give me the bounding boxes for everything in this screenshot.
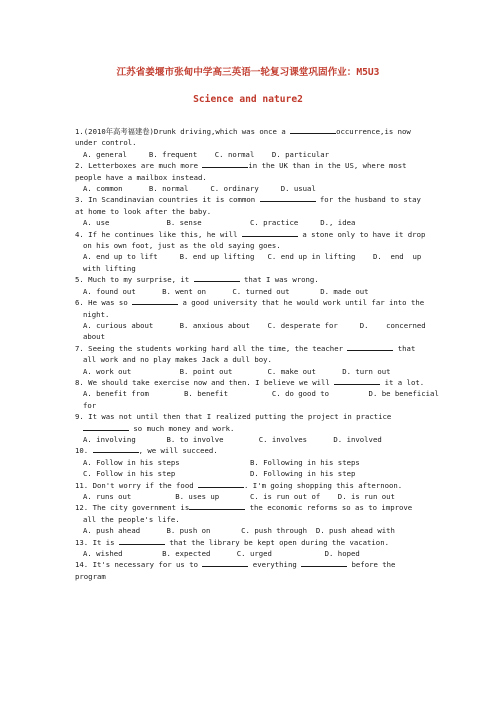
options-12: A. push ahead B. push on C. push through D. push ahead with <box>83 526 395 536</box>
options-2: A. common B. normal C. ordinary D. usual <box>83 184 316 194</box>
answer-blank[interactable] <box>132 297 178 305</box>
page-title: 江苏省姜堰市张甸中学高三英语一轮复习课堂巩固作业：M5U3 <box>116 67 380 78</box>
question-13: 13. It is that the library be kept open during the vacation. <box>75 537 389 547</box>
question-2: 2. Letterboxes are much more in the UK than in the US, where most people have a mailbox instead. <box>75 161 407 182</box>
answer-blank[interactable] <box>93 445 139 453</box>
question-5: 5. Much to my surprise, it that I was wrong. <box>75 275 319 285</box>
options-13: A. wished B. expected C. urged D. hoped <box>83 549 360 559</box>
answer-blank[interactable] <box>260 194 316 202</box>
question-list <box>75 126 439 582</box>
options-9: A. involving B. to involve C. involves D. involved <box>83 434 382 444</box>
question-12: 12. The city government is the economic reforms so as to improve all the people's life. <box>75 503 413 524</box>
question-4: 4. If he continues like this, he will a stone only to have it drop on his own foot, just as the old saying goes. <box>75 229 426 251</box>
answer-blank[interactable] <box>189 502 245 510</box>
question-14: 14. It's necessary for us to everything before the program <box>75 560 396 581</box>
answer-blank[interactable] <box>83 423 129 431</box>
question-1: 1.(2010年高考福建卷)Drunk driving,which was once a occurrence,is now under control. <box>75 127 411 148</box>
question-11: 11. Don't worry if the food . I'm going shopping this afternoon. <box>75 480 403 490</box>
question-7: 7. Seeing the students working hard all the time, the teacher that all work and no play makes Jack a dull boy. <box>75 343 416 365</box>
options-7: A. work out B. point out C. make out D. turn out <box>83 366 391 376</box>
options-6: A. curious about B. anxious about C. desperate for D. concerned about <box>83 320 426 342</box>
question-9: 9. It was not until then that I realized putting the project in practice so much money and work. <box>75 412 392 433</box>
question-3: 3. In Scandinavian countries it is common for the husband to stay at home to look after the baby. <box>75 195 421 216</box>
page-subtitle: Science and nature2 <box>193 94 303 105</box>
answer-blank[interactable] <box>347 343 393 351</box>
answer-blank[interactable] <box>334 377 380 385</box>
question-10: 10. , we will succeed. <box>75 446 218 456</box>
options-10: A. Follow in his steps B. Following in his steps C. Follow in his step D. Following in his step <box>83 457 360 479</box>
answer-blank[interactable] <box>202 160 248 168</box>
answer-blank[interactable] <box>194 274 240 282</box>
answer-blank[interactable] <box>202 559 248 567</box>
options-4: A. end up to lift B. end up lifting C. end up in lifting D. end up with lifting <box>83 252 422 273</box>
question-6: 6. He was so a good university that he would work until far into the night. <box>75 298 425 319</box>
options-11: A. runs out B. uses up C. is run out of D. is run out <box>83 492 395 501</box>
answer-blank[interactable] <box>242 229 298 237</box>
answer-blank[interactable] <box>119 537 165 545</box>
options-8: A. benefit from B. benefit C. do good to D. be beneficial for <box>83 389 439 410</box>
options-1: A. general B. frequent C. normal D. particular <box>83 149 330 159</box>
options-5: A. found out B. went on C. turned out D. made out <box>83 286 369 296</box>
answer-blank[interactable] <box>301 559 347 567</box>
question-8: 8. We should take exercise now and then. I believe we will it a lot. <box>75 377 425 387</box>
answer-blank[interactable] <box>290 126 336 134</box>
options-3: A. use B. sense C. practice D., idea <box>83 218 356 228</box>
answer-blank[interactable] <box>198 480 244 488</box>
